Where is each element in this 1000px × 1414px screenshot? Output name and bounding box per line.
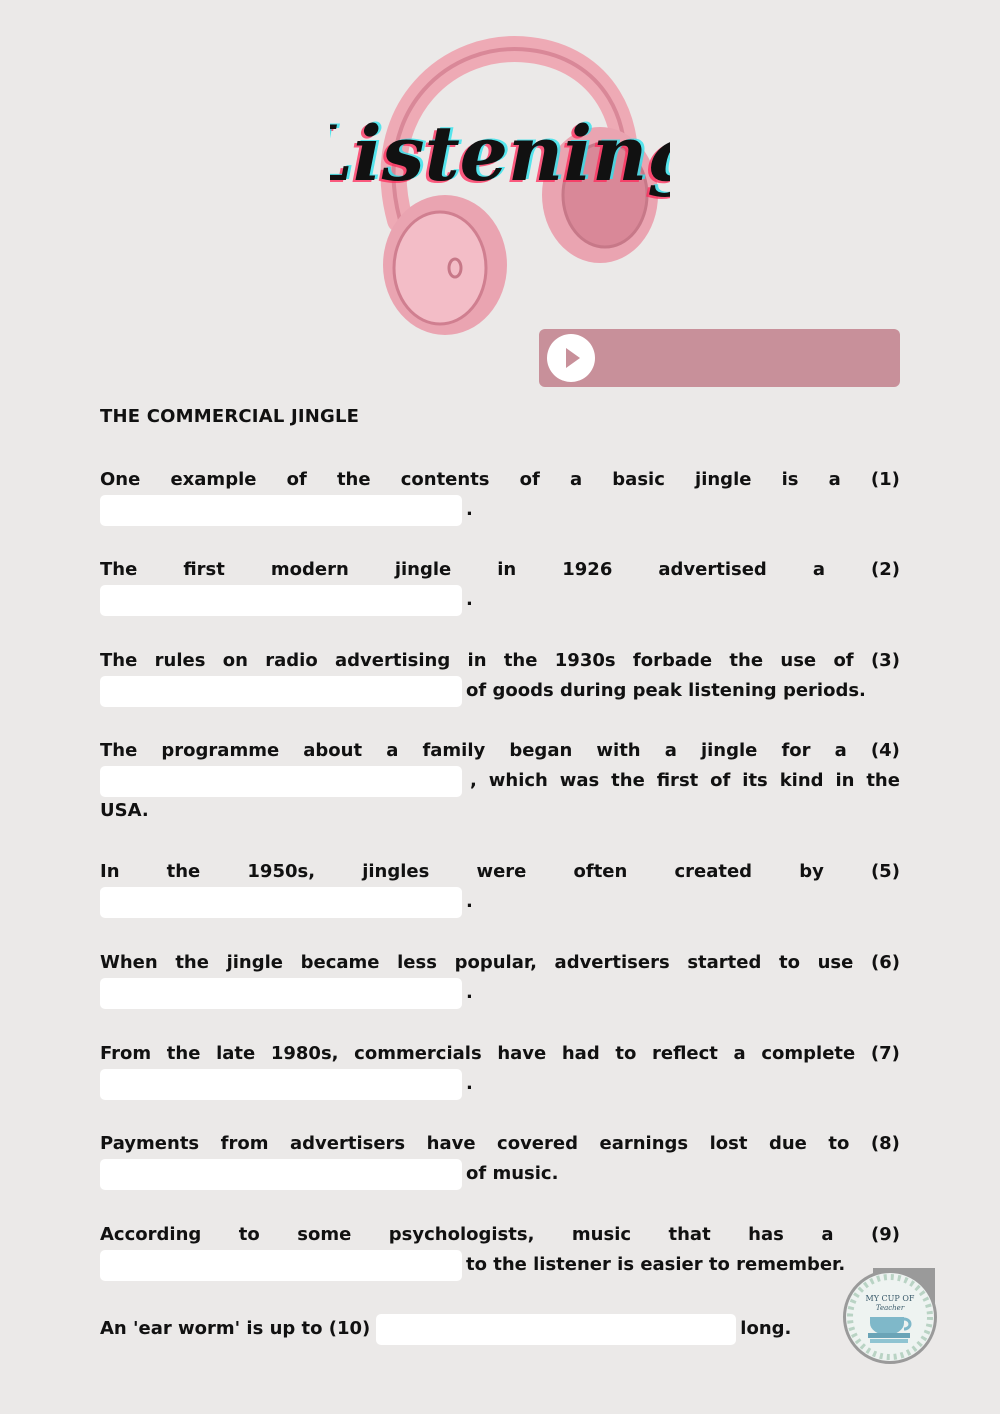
word: forbade — [632, 650, 713, 671]
word: 1980s, — [270, 1043, 339, 1064]
question-8 — [100, 1129, 900, 1189]
question-2 — [100, 555, 900, 615]
word: jingle — [700, 740, 758, 761]
question-tail: . — [466, 982, 473, 1003]
word: contents — [400, 469, 490, 490]
word: earnings — [599, 1133, 689, 1154]
word: have — [426, 1133, 476, 1154]
word: from — [220, 1133, 269, 1154]
answer-field-5[interactable] — [100, 887, 462, 918]
word: complete — [761, 1043, 856, 1064]
word: 1930s — [554, 650, 616, 671]
word: of — [833, 650, 854, 671]
word: has — [748, 1224, 784, 1245]
word: which — [488, 770, 548, 791]
question-text — [100, 1129, 900, 1159]
word: on — [222, 650, 248, 671]
word: advertising — [335, 650, 451, 671]
word: (5) — [870, 861, 900, 882]
word: was — [559, 770, 600, 791]
word: the — [336, 469, 371, 490]
question-text — [100, 1039, 900, 1069]
answer-field-8[interactable] — [100, 1159, 462, 1190]
answer-field-7[interactable] — [100, 1069, 462, 1100]
question-7 — [100, 1039, 900, 1099]
answer-field-4[interactable] — [100, 766, 462, 797]
word: jingle — [695, 469, 752, 490]
word: a — [733, 1043, 746, 1064]
word: first — [656, 770, 699, 791]
word: The — [100, 650, 138, 671]
answer-field-1[interactable] — [100, 495, 462, 526]
word: advertisers — [554, 952, 670, 973]
word: The — [100, 740, 138, 761]
word: the — [166, 1043, 201, 1064]
word: advertised — [658, 559, 767, 580]
word: basic — [612, 469, 665, 490]
word: jingle — [394, 559, 452, 580]
word: (4) — [870, 740, 900, 761]
header-illustration — [330, 30, 670, 340]
word: to — [778, 952, 800, 973]
answer-field-9[interactable] — [100, 1250, 462, 1281]
word: One — [100, 469, 141, 490]
word: a — [664, 740, 677, 761]
word: often — [573, 861, 628, 882]
word: In — [100, 861, 120, 882]
word: From — [100, 1043, 152, 1064]
word: created — [674, 861, 753, 882]
word: 1926 — [562, 559, 613, 580]
question-9 — [100, 1220, 900, 1280]
word: When — [100, 952, 158, 973]
word: for — [781, 740, 811, 761]
word: kind — [779, 770, 824, 791]
word: , — [470, 770, 477, 791]
word: (1) — [870, 469, 900, 490]
word: family — [422, 740, 486, 761]
word: (6) — [870, 952, 900, 973]
word: a — [828, 469, 841, 490]
logo-badge — [843, 1270, 937, 1364]
question-text — [100, 857, 900, 887]
word: (8) — [870, 1133, 900, 1154]
word: modern — [270, 559, 349, 580]
worksheet-title: THE COMMERCIAL JINGLE — [100, 406, 360, 427]
word: music — [571, 1224, 632, 1245]
question-text — [100, 555, 900, 585]
question-10 — [100, 1314, 900, 1344]
word: of — [286, 469, 307, 490]
word: were — [476, 861, 527, 882]
word: of — [710, 770, 731, 791]
word: some — [297, 1224, 352, 1245]
question-text — [100, 948, 900, 978]
word: advertisers — [289, 1133, 406, 1154]
logo-text-bottom: Teacher — [875, 1304, 905, 1312]
word: due — [768, 1133, 807, 1154]
word: its — [742, 770, 768, 791]
word: in — [835, 770, 855, 791]
word: rules — [154, 650, 206, 671]
word: a — [821, 1224, 834, 1245]
word: a — [386, 740, 399, 761]
word: programme — [161, 740, 280, 761]
question-text — [100, 646, 900, 676]
word: the — [866, 770, 900, 791]
word: The — [100, 559, 138, 580]
word: covered — [497, 1133, 578, 1154]
word: commercials — [354, 1043, 482, 1064]
title-art-glow: istenin — [355, 108, 651, 197]
question-tail: long. — [740, 1318, 792, 1339]
word: reflect — [651, 1043, 718, 1064]
word: a — [834, 740, 847, 761]
word: had — [561, 1043, 600, 1064]
title-art-shadow: istenin — [349, 111, 645, 200]
word: psychologists, — [388, 1224, 535, 1245]
question-5 — [100, 857, 900, 917]
word: lost — [709, 1133, 748, 1154]
play-icon — [566, 348, 580, 368]
headphones-icon — [330, 30, 670, 340]
word: (2) — [871, 559, 900, 580]
word: the — [175, 952, 209, 973]
question-text — [100, 465, 900, 495]
word: Payments — [100, 1133, 200, 1154]
question-4 — [100, 736, 900, 826]
question-tail: . — [466, 1073, 473, 1094]
question-1 — [100, 465, 900, 525]
question-tail: . — [466, 891, 473, 912]
teacup-icon — [846, 1273, 934, 1361]
word: (9) — [870, 1224, 900, 1245]
word: 1950s, — [247, 861, 316, 882]
answer-field-10[interactable] — [376, 1314, 736, 1345]
word: use — [780, 650, 817, 671]
question-text — [100, 736, 900, 766]
question-tail: to the listener is easier to remember. — [466, 1254, 846, 1275]
word: in — [497, 559, 517, 580]
word: use — [817, 952, 854, 973]
word: popular, — [454, 952, 537, 973]
word: the — [166, 861, 201, 882]
word: a — [812, 559, 825, 580]
word: became — [300, 952, 380, 973]
audio-player[interactable] — [539, 329, 900, 387]
word: to — [238, 1224, 260, 1245]
word: by — [799, 861, 824, 882]
word: less — [397, 952, 437, 973]
word: to — [615, 1043, 637, 1064]
brand-logo — [843, 1270, 935, 1362]
word: of — [519, 469, 540, 490]
question-tail — [466, 766, 900, 796]
word: to — [828, 1133, 850, 1154]
word: According — [100, 1224, 202, 1245]
word: that — [668, 1224, 711, 1245]
word: started — [687, 952, 762, 973]
word: example — [170, 469, 257, 490]
word: late — [216, 1043, 256, 1064]
question-6 — [100, 948, 900, 1008]
title-art-text: istenin — [352, 109, 648, 198]
word: began — [509, 740, 573, 761]
question-tail: . — [466, 589, 473, 610]
word: jingle — [226, 952, 284, 973]
word: the — [611, 770, 645, 791]
answer-field-2[interactable] — [100, 585, 462, 616]
word: have — [497, 1043, 547, 1064]
question-3 — [100, 646, 900, 706]
word: first — [183, 559, 225, 580]
logo-text-top: MY CUP OF — [865, 1294, 915, 1303]
answer-field-6[interactable] — [100, 978, 462, 1009]
word: jingles — [362, 861, 430, 882]
word: (7) — [870, 1043, 900, 1064]
question-text — [100, 1220, 900, 1250]
word: (3) — [870, 650, 900, 671]
word: is — [781, 469, 799, 490]
question-tail-end: USA. — [100, 800, 149, 821]
answer-field-3[interactable] — [100, 676, 462, 707]
word: radio — [265, 650, 318, 671]
word: with — [596, 740, 641, 761]
question-tail: . — [466, 499, 473, 520]
word: the — [503, 650, 538, 671]
question-tail: of goods during peak listening periods. — [466, 680, 866, 701]
word: about — [303, 740, 363, 761]
play-button[interactable] — [547, 334, 595, 382]
word: in — [467, 650, 487, 671]
question-text: An 'ear worm' is up to (10) — [100, 1318, 371, 1339]
question-tail: of music. — [466, 1163, 559, 1184]
word: the — [729, 650, 764, 671]
word: a — [570, 469, 583, 490]
